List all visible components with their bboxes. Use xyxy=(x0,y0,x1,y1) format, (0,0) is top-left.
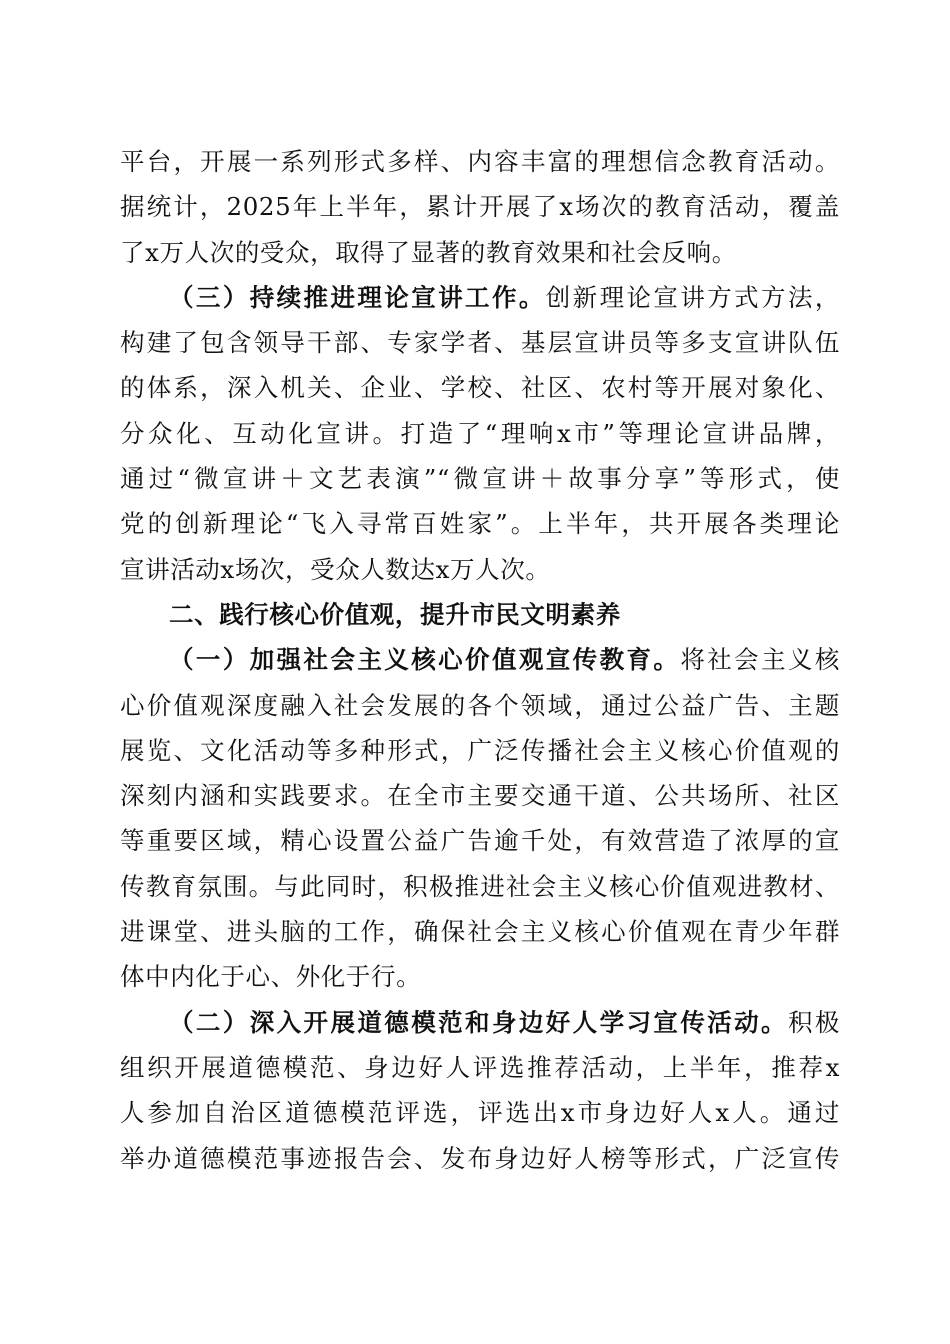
heading-text: 二、践行核心价值观，提升市民文明素养 xyxy=(169,599,621,629)
paragraph xyxy=(120,1000,840,1181)
text-line xyxy=(120,637,840,682)
text-line: 传教育氛围。与此同时，积极推进社会主义核心价值观进教材、 xyxy=(120,871,840,901)
document-page xyxy=(120,139,840,1181)
text-line: 党的创新理论“飞入寻常百姓家”。上半年，共开展各类理论 xyxy=(120,509,840,539)
text-run: 积极 xyxy=(787,1007,840,1037)
text-run: 创新理论宣讲方式方法， xyxy=(545,282,840,312)
text-line: 体中内化于心、外化于行。 xyxy=(120,962,422,992)
text-line: 构建了包含领导干部、专家学者、基层宣讲员等多支宣讲队伍 xyxy=(120,328,840,358)
section-heading xyxy=(120,592,840,637)
text-line: 了x万人次的受众，取得了显著的教育效果和社会反响。 xyxy=(120,237,737,267)
text-line: 的体系，深入机关、企业、学校、社区、农村等开展对象化、 xyxy=(120,373,840,403)
text-line xyxy=(120,275,840,320)
text-line: 深刻内涵和实践要求。在全市主要交通干道、公共场所、社区 xyxy=(120,781,840,811)
text-line: 据统计，2025年上半年，累计开展了x场次的教育活动，覆盖 xyxy=(120,192,840,222)
text-line: 举办道德模范事迹报告会、发布身边好人榜等形式，广泛宣传 xyxy=(120,1143,840,1173)
text-line: 展览、文化活动等多种形式，广泛传播社会主义核心价值观的 xyxy=(120,735,840,765)
text-line: 平台，开展一系列形式多样、内容丰富的理想信念教育活动。 xyxy=(120,147,840,176)
text-line: 宣讲活动x场次，受众人数达x万人次。 xyxy=(120,554,551,584)
paragraph xyxy=(120,637,840,999)
paragraph-lead: （一）加强社会主义核心价值观宣传教育。 xyxy=(169,645,681,675)
text-line: 人参加自治区道德模范评选，评选出x市身边好人x人。通过 xyxy=(120,1098,840,1128)
paragraph-lead: （二）深入开展道德模范和身边好人学习宣传活动。 xyxy=(169,1007,788,1037)
paragraph-lead: （三）持续推进理论宣讲工作。 xyxy=(169,282,546,312)
text-line: 组织开展道德模范、身边好人评选推荐活动，上半年，推荐x xyxy=(120,1052,840,1082)
text-line: 通过“微宣讲＋文艺表演”“微宣讲＋故事分享”等形式，使 xyxy=(120,464,840,494)
paragraph xyxy=(120,139,840,275)
text-line: 进课堂、进头脑的工作，确保社会主义核心价值观在青少年群 xyxy=(120,917,840,947)
text-line xyxy=(120,1000,840,1045)
text-line: 分众化、互动化宣讲。打造了“理响x市”等理论宣讲品牌， xyxy=(120,418,840,448)
paragraph xyxy=(120,275,840,592)
text-line: 等重要区域，精心设置公益广告逾千处，有效营造了浓厚的宣 xyxy=(120,826,840,856)
text-run: 将社会主义核 xyxy=(680,645,840,675)
text-line: 心价值观深度融入社会发展的各个领域，通过公益广告、主题 xyxy=(120,690,840,720)
